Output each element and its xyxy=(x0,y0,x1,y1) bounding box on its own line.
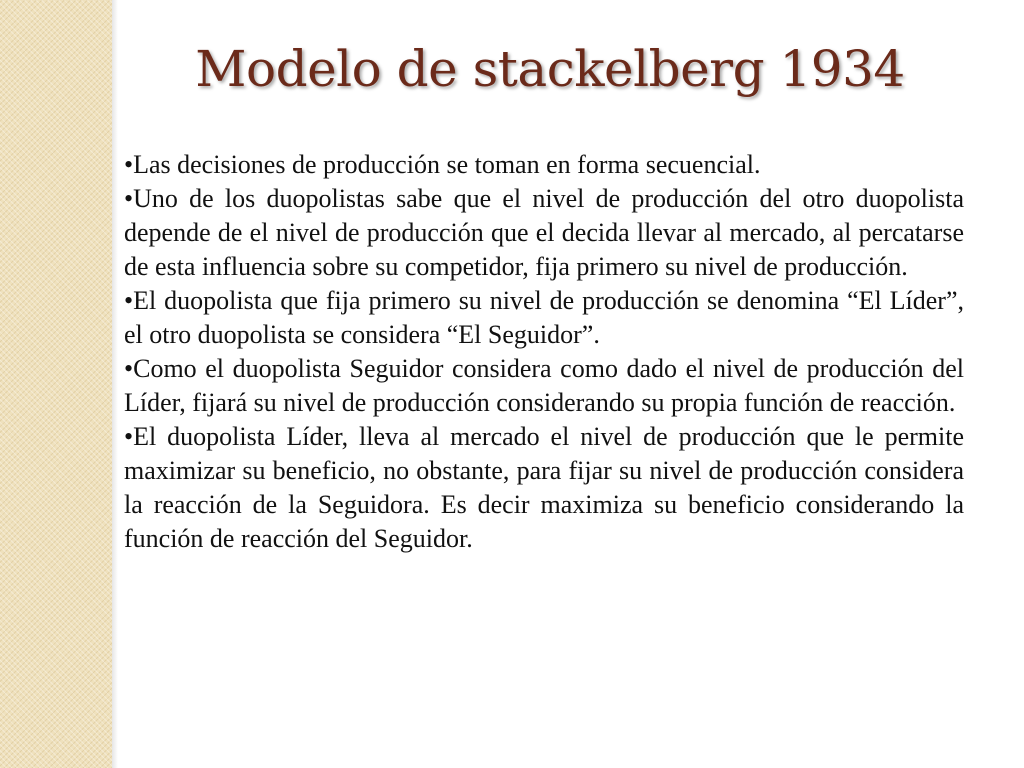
slide-body xyxy=(124,148,964,556)
bullet-paragraph-5: •El duopolista Líder, lleva al mercado el nivel de producción que le permite maximizar su beneficio, no obstante, para fijar su nivel de producción considera la reacción de la Seguidora. Es decir maximiza su beneficio considerando la función de reacción del Seguidor. xyxy=(124,422,964,553)
bullet-paragraph-2: •Uno de los duopolistas sabe que el nivel de producción del otro duopolista depende de el nivel de producción que el decida llevar al mercado, al percatarse de esta influencia sobre su competidor, fija primero su nivel de producción. xyxy=(124,184,964,281)
bullet-paragraph-3: •El duopolista que fija primero su nivel de producción se denomina “El Líder”, el otro duopolista se considera “El Seguidor”. xyxy=(124,286,964,349)
bullet-paragraph-4: •Como el duopolista Seguidor considera como dado el nivel de producción del Líder, fijará su nivel de producción considerando su propia función de reacción. xyxy=(124,354,964,417)
decorative-side-band xyxy=(0,0,112,768)
slide-title: Modelo de stackelberg 1934 xyxy=(195,40,905,98)
side-band-shadow xyxy=(112,0,118,768)
bullet-paragraph-1: •Las decisiones de producción se toman en forma secuencial. xyxy=(124,150,761,179)
